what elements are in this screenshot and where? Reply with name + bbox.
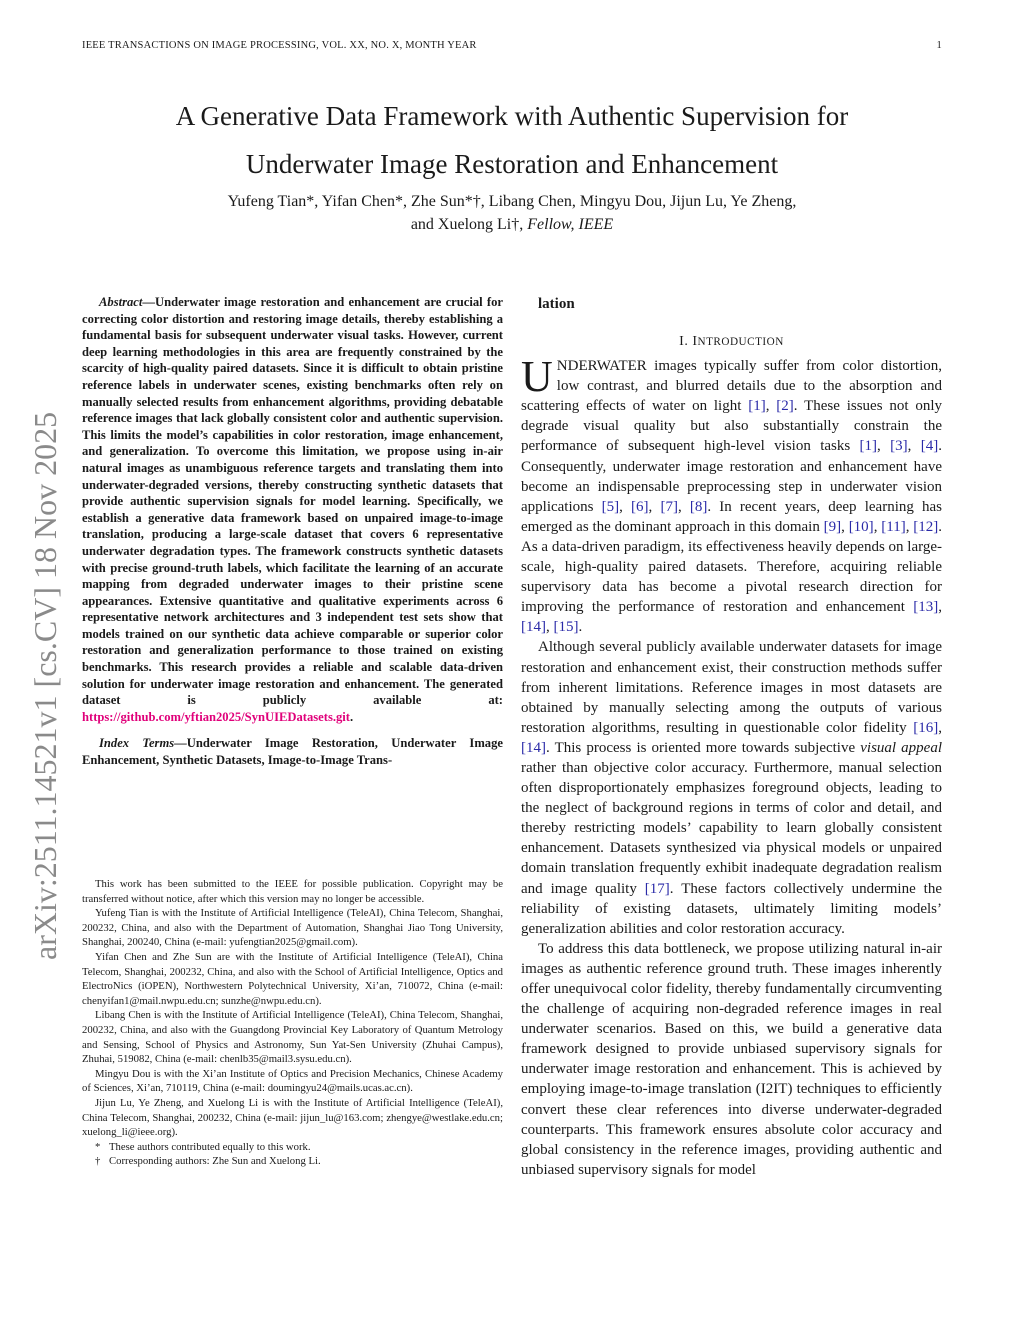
running-header [82, 40, 942, 56]
title-line-2: Underwater Image Restoration and Enhancement [245, 149, 779, 179]
p1-s3: . Consequently, underwater image restoration and enhancement have become an indispensable preprocessing step in underwater vision applications [521, 438, 943, 515]
citation-link[interactable]: [4] [920, 438, 939, 455]
intro-paragraph-3: To address this data bottleneck, we propose utilizing natural in-air images as authentic reference ground truth. These images inherently offer unequivocal color fidelity, thereby fundamentally circumventing the challenge of acquiring non-degraded reference images in real underwater scenarios. Based on this, we build a generative data framework designed to provide unbiased supervisory signals for underwater image restoration and enhancement. This is achieved by employing image-to-image translation (I2IT) techniques to efficiently convert these clear references into diverse underwater-degraded counterparts. This framework ensures absolute color accuracy and global consistency in the reference images, providing authentic and unbiased supervisory signals for model [521, 940, 942, 1178]
footnote-dou: Mingyu Dou is with the Xi’an Institute of Optics and Precision Mechanics, Chinese Academy of Sciences, Xi’an, 710119, China (e-mail: doumingyu24@mails.ucas.ac.cn). [82, 1067, 503, 1095]
p2-c1: , [938, 719, 942, 736]
section-first-letter: I [692, 334, 698, 350]
p1-c6: , [677, 498, 690, 515]
p1-s4: . In recent years, deep learning has emerged as the dominant approach in this domain [521, 498, 943, 535]
citation-link[interactable]: [2] [776, 398, 794, 415]
p1-c5: , [648, 498, 661, 515]
p1-caps: NDERWATER [556, 358, 647, 375]
citation-link[interactable]: [5] [601, 498, 620, 515]
p2-s2: . This process is oriented more towards subjective [546, 739, 861, 756]
p2-s1: Although several publicly available underwater datasets for image restoration and enhancement exist, their construction methods suffer from inherent limitations. Reference images in most datasets are obtained by manually selecting among the outputs of various restoration algorithms, resulting in questionable color fidelity [521, 639, 942, 736]
equal-text: These authors contributed equally to this work. [109, 1140, 311, 1153]
page-number: 1 [936, 40, 942, 51]
citation-link[interactable]: [12] [913, 518, 939, 535]
section-numeral: I. [679, 334, 693, 350]
p2-emphasis: visual appeal [860, 739, 943, 756]
arxiv-stamp: arXiv:2511.14521v1 [cs.CV] 18 Nov 2025 [27, 411, 63, 960]
p1-s1: images typically suffer from color distortion, low contrast, and blurred details due to the absorption and scattering effects of water on light [521, 358, 942, 415]
abstract-text: Underwater image restoration and enhancement are crucial for correcting color distortion and restoring image details, thereby establishing a fundamental basis for subsequent underwater visual tasks. However, current deep learning methodologies in this area are frequently constrained by the scarcity of high-quality paired datasets. Since it is difficult to obtain pristine reference labels in underwater scenes, existing benchmarks often rely on manually selected results from enhancement algorithms, providing debatable reference images that lack globally consistent color and authentic supervision. This limits the model’s capabilities in color restoration, image enhancement, and generalization. To overcome this limitation, we propose using in-air natural images as unambiguous reference targets and translating them into underwater-degraded versions, thereby constructing synthetic datasets that provide authentic supervision signals for model learning. Specifically, we establish a generative data framework based on unpaired image-to-image translation, producing a large-scale dataset that covers 6 representative underwater degradation types. The framework constructs synthetic datasets with precise ground-truth labels, which facilitate the learning of an accurate mapping from degraded underwater images to their pristine scene appearances. Extensive quantitative and qualitative experiments across 6 representative network architectures and 3 independent test sets show that models trained on our synthetic data achieve comparable or superior color restoration and generalization performance to those trained on existing benchmarks. This research provides a reliable and scalable data-driven solution for underwater image restoration and enhancement. The generated dataset is publicly available at: [82, 295, 503, 708]
p1-c8: , [873, 518, 882, 535]
paper-title [82, 92, 942, 188]
p1-s2: . These issues not only degrade visual quality but also substantially constrain the performance of subsequent high-level vision tasks [521, 398, 943, 455]
footnote-equal [82, 1140, 503, 1155]
citation-link[interactable]: [17] [644, 880, 670, 897]
p1-c4: , [619, 498, 632, 515]
p1-c3: , [907, 438, 921, 455]
citation-link[interactable]: [13] [913, 599, 939, 616]
p1-s5: . As a data-driven paradigm, its effectiveness heavily depends on large-scale, high-quality paired datasets. Therefore, acquiring reliable supervisory data has become a pivotal research direction for improving the performance of restoration and enhancement [521, 518, 942, 616]
title-line-1: A Generative Data Framework with Authentic Supervision for [175, 101, 849, 131]
index-terms-label: Index Terms [99, 736, 175, 751]
corresponding-text: Corresponding authors: Zhe Sun and Xuelong Li. [109, 1155, 321, 1168]
footnote-tian: Yufeng Tian is with the Institute of Artificial Intelligence (TeleAI), China Telecom, Shanghai, 200232, China, and also with the Department of Automation, Shanghai Jiao Tong University, Shanghai, 200240, China (e-mail: yufengtian2025@gmail.com). [82, 907, 503, 949]
p1-c9: , [905, 518, 914, 535]
intro-paragraph-2 [521, 637, 942, 938]
citation-link[interactable]: [1] [748, 398, 766, 415]
footnote-submitted: This work has been submitted to the IEEE for possible publication. Copyright may be transferred without notice, after which this version may no longer be accessible. [82, 878, 503, 905]
citation-link[interactable]: [14] [521, 619, 546, 636]
index-terms [82, 735, 503, 768]
footnote-chen-sun: Yifan Chen and Zhe Sun are with the Institute of Artificial Intelligence (TeleAI), China Telecom, Shanghai, 200232, China, and also with the School of Artificial Intelligence, Optics and ElectroNics (iOPEN), Northwestern Polytechnical University, Xi’an, 710072, China (e-mail: chenyifan1@mail.nwpu.edu.cn; sunzhe@nwpu.edu.cn). [82, 950, 503, 1007]
abstract-end: . [350, 709, 354, 724]
citation-link[interactable]: [10] [848, 518, 874, 535]
author-list [150, 190, 874, 236]
authors-line-2-text: and Xuelong Li†, [410, 216, 528, 233]
footnote-corresponding [82, 1154, 503, 1169]
p1-s6: . [578, 619, 583, 636]
citation-link[interactable]: [1] [859, 438, 878, 455]
drop-cap: U [521, 352, 553, 402]
section-heading-introduction [521, 334, 942, 350]
equal-symbol: * [95, 1140, 101, 1153]
left-column [82, 294, 503, 769]
p1-c7: , [841, 518, 849, 535]
p2-s3: rather than objective color accuracy. Furthermore, manual selection often disproportionately emphasizes foreground objects, leading to the neglect of background regions in terms of color and detail, and thereby restricting models’ capability to learn globally consistent enhancement. Datasets synthesized via physical models or unpaired domain translation frequently exhibit inadequate degradation realism and image quality [521, 759, 942, 897]
section-rest: NTRODUCTION [697, 336, 784, 349]
dataset-link[interactable]: https://github.com/yftian2025/SynUIEDatasets.git [82, 709, 350, 724]
p1-c1: , [765, 398, 777, 415]
fellow-ieee: Fellow, IEEE [527, 216, 614, 233]
citation-link[interactable]: [9] [823, 518, 842, 535]
citation-link[interactable]: [8] [689, 498, 708, 515]
footnotes [82, 877, 503, 1169]
p1-c11: , [546, 619, 554, 636]
right-column [521, 294, 942, 1180]
index-terms-dash: — [174, 736, 187, 751]
footnote-lu-zheng-li: Jijun Lu, Ye Zheng, and Xuelong Li is with the Institute of Artificial Intelligence (TeleAI), China Telecom, Shanghai, 200232, China (e-mail: jijun_lu@163.com; zhengye@westlake.edu.cn; xuelong_li@ieee.org). [82, 1096, 503, 1139]
abstract [82, 294, 503, 725]
index-terms-continued: lation [538, 296, 575, 312]
citation-link[interactable]: [6] [631, 498, 649, 515]
p1-c2: , [877, 438, 891, 455]
p2-s4: . These factors collectively undermine the reliability of existing datasets, ultimately limiting models’ generalization abilities and color restoration accuracy. [521, 880, 943, 937]
authors-line-2 [150, 213, 874, 236]
dagger-symbol: † [95, 1155, 101, 1168]
citation-link[interactable]: [7] [660, 498, 678, 515]
abstract-dash: — [142, 295, 155, 309]
citation-link[interactable]: [11] [881, 518, 906, 535]
citation-link[interactable]: [16] [913, 719, 939, 736]
intro-paragraph-1 [521, 352, 943, 637]
citation-link[interactable]: [15] [553, 619, 579, 636]
p1-c10: , [938, 599, 942, 616]
footnote-libang: Libang Chen is with the Institute of Artificial Intelligence (TeleAI), China Telecom, Shanghai, 200232, China, and also with the Guangdong Provincial Key Laboratory of Quantum Metrology and Sensing, School of Physics and Astronomy, Sun Yat-Sen University (Zhuhai Campus), Zhuhai, 519082, China (e-mail: chenlb35@mail3.sysu.edu.cn). [82, 1009, 503, 1066]
citation-link[interactable]: [3] [890, 438, 908, 455]
authors-line-1: Yufeng Tian*, Yifan Chen*, Zhe Sun*†, Libang Chen, Mingyu Dou, Jijun Lu, Ye Zheng, [227, 193, 797, 210]
index-terms-text: Underwater Image Restoration, Underwater Image Enhancement, Synthetic Datasets, Image-to-Image Trans- [82, 736, 503, 768]
abstract-label: Abstract [99, 295, 143, 309]
journal-name: IEEE TRANSACTIONS ON IMAGE PROCESSING, VOL. XX, NO. X, MONTH YEAR [82, 40, 477, 51]
citation-link[interactable]: [14] [521, 739, 546, 756]
